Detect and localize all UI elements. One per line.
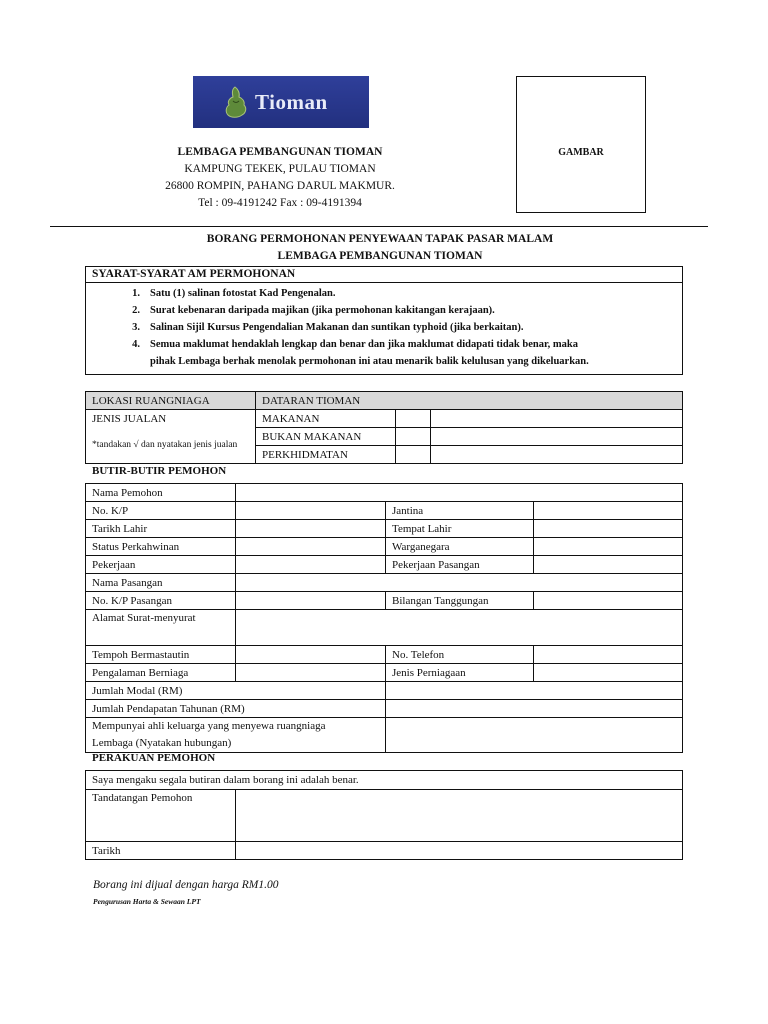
input-pengalaman[interactable] (236, 664, 386, 682)
requirements-list (86, 285, 682, 370)
declaration-statement: Saya mengaku segala butiran dalam borang ini adalah benar. (86, 771, 683, 790)
applicant-table (85, 483, 683, 753)
checkbox-makanan[interactable] (396, 410, 431, 428)
input-warganegara[interactable] (534, 538, 683, 556)
field-label: No. Telefon (386, 646, 534, 664)
input-jumlah-modal[interactable] (386, 682, 683, 700)
field-label: Mempunyai ahli keluarga yang menyewa ruangniaga Lembaga (Nyatakan hubungan) (86, 718, 386, 753)
field-label: Warganegara (386, 538, 534, 556)
input-makanan[interactable] (431, 410, 683, 428)
price-note: Borang ini dijual dengan harga RM1.00 (93, 879, 279, 891)
photo-box (516, 76, 646, 213)
input-no-kp[interactable] (236, 502, 386, 520)
tick-mark: √ (133, 439, 139, 450)
declaration-table (85, 770, 683, 860)
input-bukan-makanan[interactable] (431, 428, 683, 446)
field-label: Tarikh (86, 842, 236, 860)
input-no-telefon[interactable] (534, 646, 683, 664)
sale-type-label: JENIS JUALAN (86, 410, 256, 428)
field-label: Jenis Perniagaan (386, 664, 534, 682)
input-perkhidmatan[interactable] (431, 446, 683, 464)
requirements-box (85, 266, 683, 375)
list-item: 2. Surat kebenaran daripada majikan (jika permohonan kakitangan kerajaan). (132, 305, 495, 316)
field-label: Status Perkahwinan (86, 538, 236, 556)
location-table (85, 391, 683, 464)
field-label: Nama Pasangan (86, 574, 236, 592)
input-tarikh[interactable] (236, 842, 683, 860)
input-tempoh[interactable] (236, 646, 386, 664)
location-value: DATARAN TIOMAN (256, 392, 683, 410)
input-pekerjaan-pasangan[interactable] (534, 556, 683, 574)
checkbox-perkhidmatan[interactable] (396, 446, 431, 464)
field-label: Tarikh Lahir (86, 520, 236, 538)
field-label: Nama Pemohon (86, 484, 236, 502)
field-label: Tempoh Bermastautin (86, 646, 236, 664)
form-subtitle: LEMBAGA PEMBANGUNAN TIOMAN (277, 250, 483, 262)
field-label: Pekerjaan Pasangan (386, 556, 534, 574)
logo-text: Tioman (255, 89, 328, 114)
list-item: 4. Semua maklumat hendaklah lengkap dan benar dan jika maklumat didapati tidak benar, maka (132, 339, 578, 350)
input-tandatangan[interactable] (236, 790, 683, 842)
field-label: No. K/P Pasangan (86, 592, 236, 610)
input-no-kp-pasangan[interactable] (236, 592, 386, 610)
option-makanan: MAKANAN (256, 410, 396, 428)
input-status[interactable] (236, 538, 386, 556)
form-title: BORANG PERMOHONAN PENYEWAAN TAPAK PASAR MALAM (206, 233, 554, 245)
input-ahli-keluarga[interactable] (386, 718, 683, 753)
org-address-line1: KAMPUNG TEKEK, PULAU TIOMAN (184, 163, 376, 175)
input-tarikh-lahir[interactable] (236, 520, 386, 538)
list-item: pihak Lembaga berhak menolak permohonan ini atau menarik balik kelulusan yang dikeluarkan. (150, 356, 589, 367)
org-name: LEMBAGA PEMBANGUNAN TIOMAN (177, 146, 383, 158)
field-label: Jantina (386, 502, 534, 520)
list-item: 3. Salinan Sijil Kursus Pengendalian Makanan dan suntikan typhoid (jika berkaitan). (132, 322, 524, 333)
input-tempat-lahir[interactable] (534, 520, 683, 538)
sale-type-note: *tandakan √ dan nyatakan jenis jualan (86, 428, 256, 464)
field-label: Pekerjaan (86, 556, 236, 574)
org-address-line2: 26800 ROMPIN, PAHANG DARUL MAKMUR. (165, 180, 395, 192)
department-note: Pengurusan Harta & Sewaan LPT (93, 897, 201, 906)
input-nama-pasangan[interactable] (236, 574, 683, 592)
field-label: Jumlah Modal (RM) (86, 682, 386, 700)
field-label: Bilangan Tanggungan (386, 592, 534, 610)
declaration-section-heading: PERAKUAN PEMOHON (92, 752, 216, 764)
field-label: Tempat Lahir (386, 520, 534, 538)
option-perkhidmatan: PERKHIDMATAN (256, 446, 396, 464)
field-label: Tandatangan Pemohon (86, 790, 236, 842)
input-jenis-perniagaan[interactable] (534, 664, 683, 682)
input-bilangan-tanggungan[interactable] (534, 592, 683, 610)
location-label: LOKASI RUANGNIAGA (86, 392, 256, 410)
applicant-section-heading: BUTIR-BUTIR PEMOHON (92, 465, 227, 477)
field-label: No. K/P (86, 502, 236, 520)
photo-box-label: GAMBAR (558, 147, 604, 158)
tioman-logo (193, 76, 369, 128)
option-bukan-makanan: BUKAN MAKANAN (256, 428, 396, 446)
input-alamat[interactable] (236, 610, 683, 646)
input-nama-pemohon[interactable] (236, 484, 683, 502)
island-icon (223, 85, 249, 119)
list-item: 1. Satu (1) salinan fotostat Kad Pengenalan. (132, 288, 336, 299)
requirements-heading: SYARAT-SYARAT AM PERMOHONAN (86, 267, 682, 283)
field-label: Alamat Surat-menyurat (86, 610, 236, 646)
checkbox-bukan-makanan[interactable] (396, 428, 431, 446)
header-divider (50, 226, 708, 227)
org-contact: Tel : 09-4191242 Fax : 09-4191394 (198, 197, 362, 209)
input-jantina[interactable] (534, 502, 683, 520)
input-pekerjaan[interactable] (236, 556, 386, 574)
input-jumlah-pendapatan[interactable] (386, 700, 683, 718)
field-label: Pengalaman Berniaga (86, 664, 236, 682)
field-label: Jumlah Pendapatan Tahunan (RM) (86, 700, 386, 718)
